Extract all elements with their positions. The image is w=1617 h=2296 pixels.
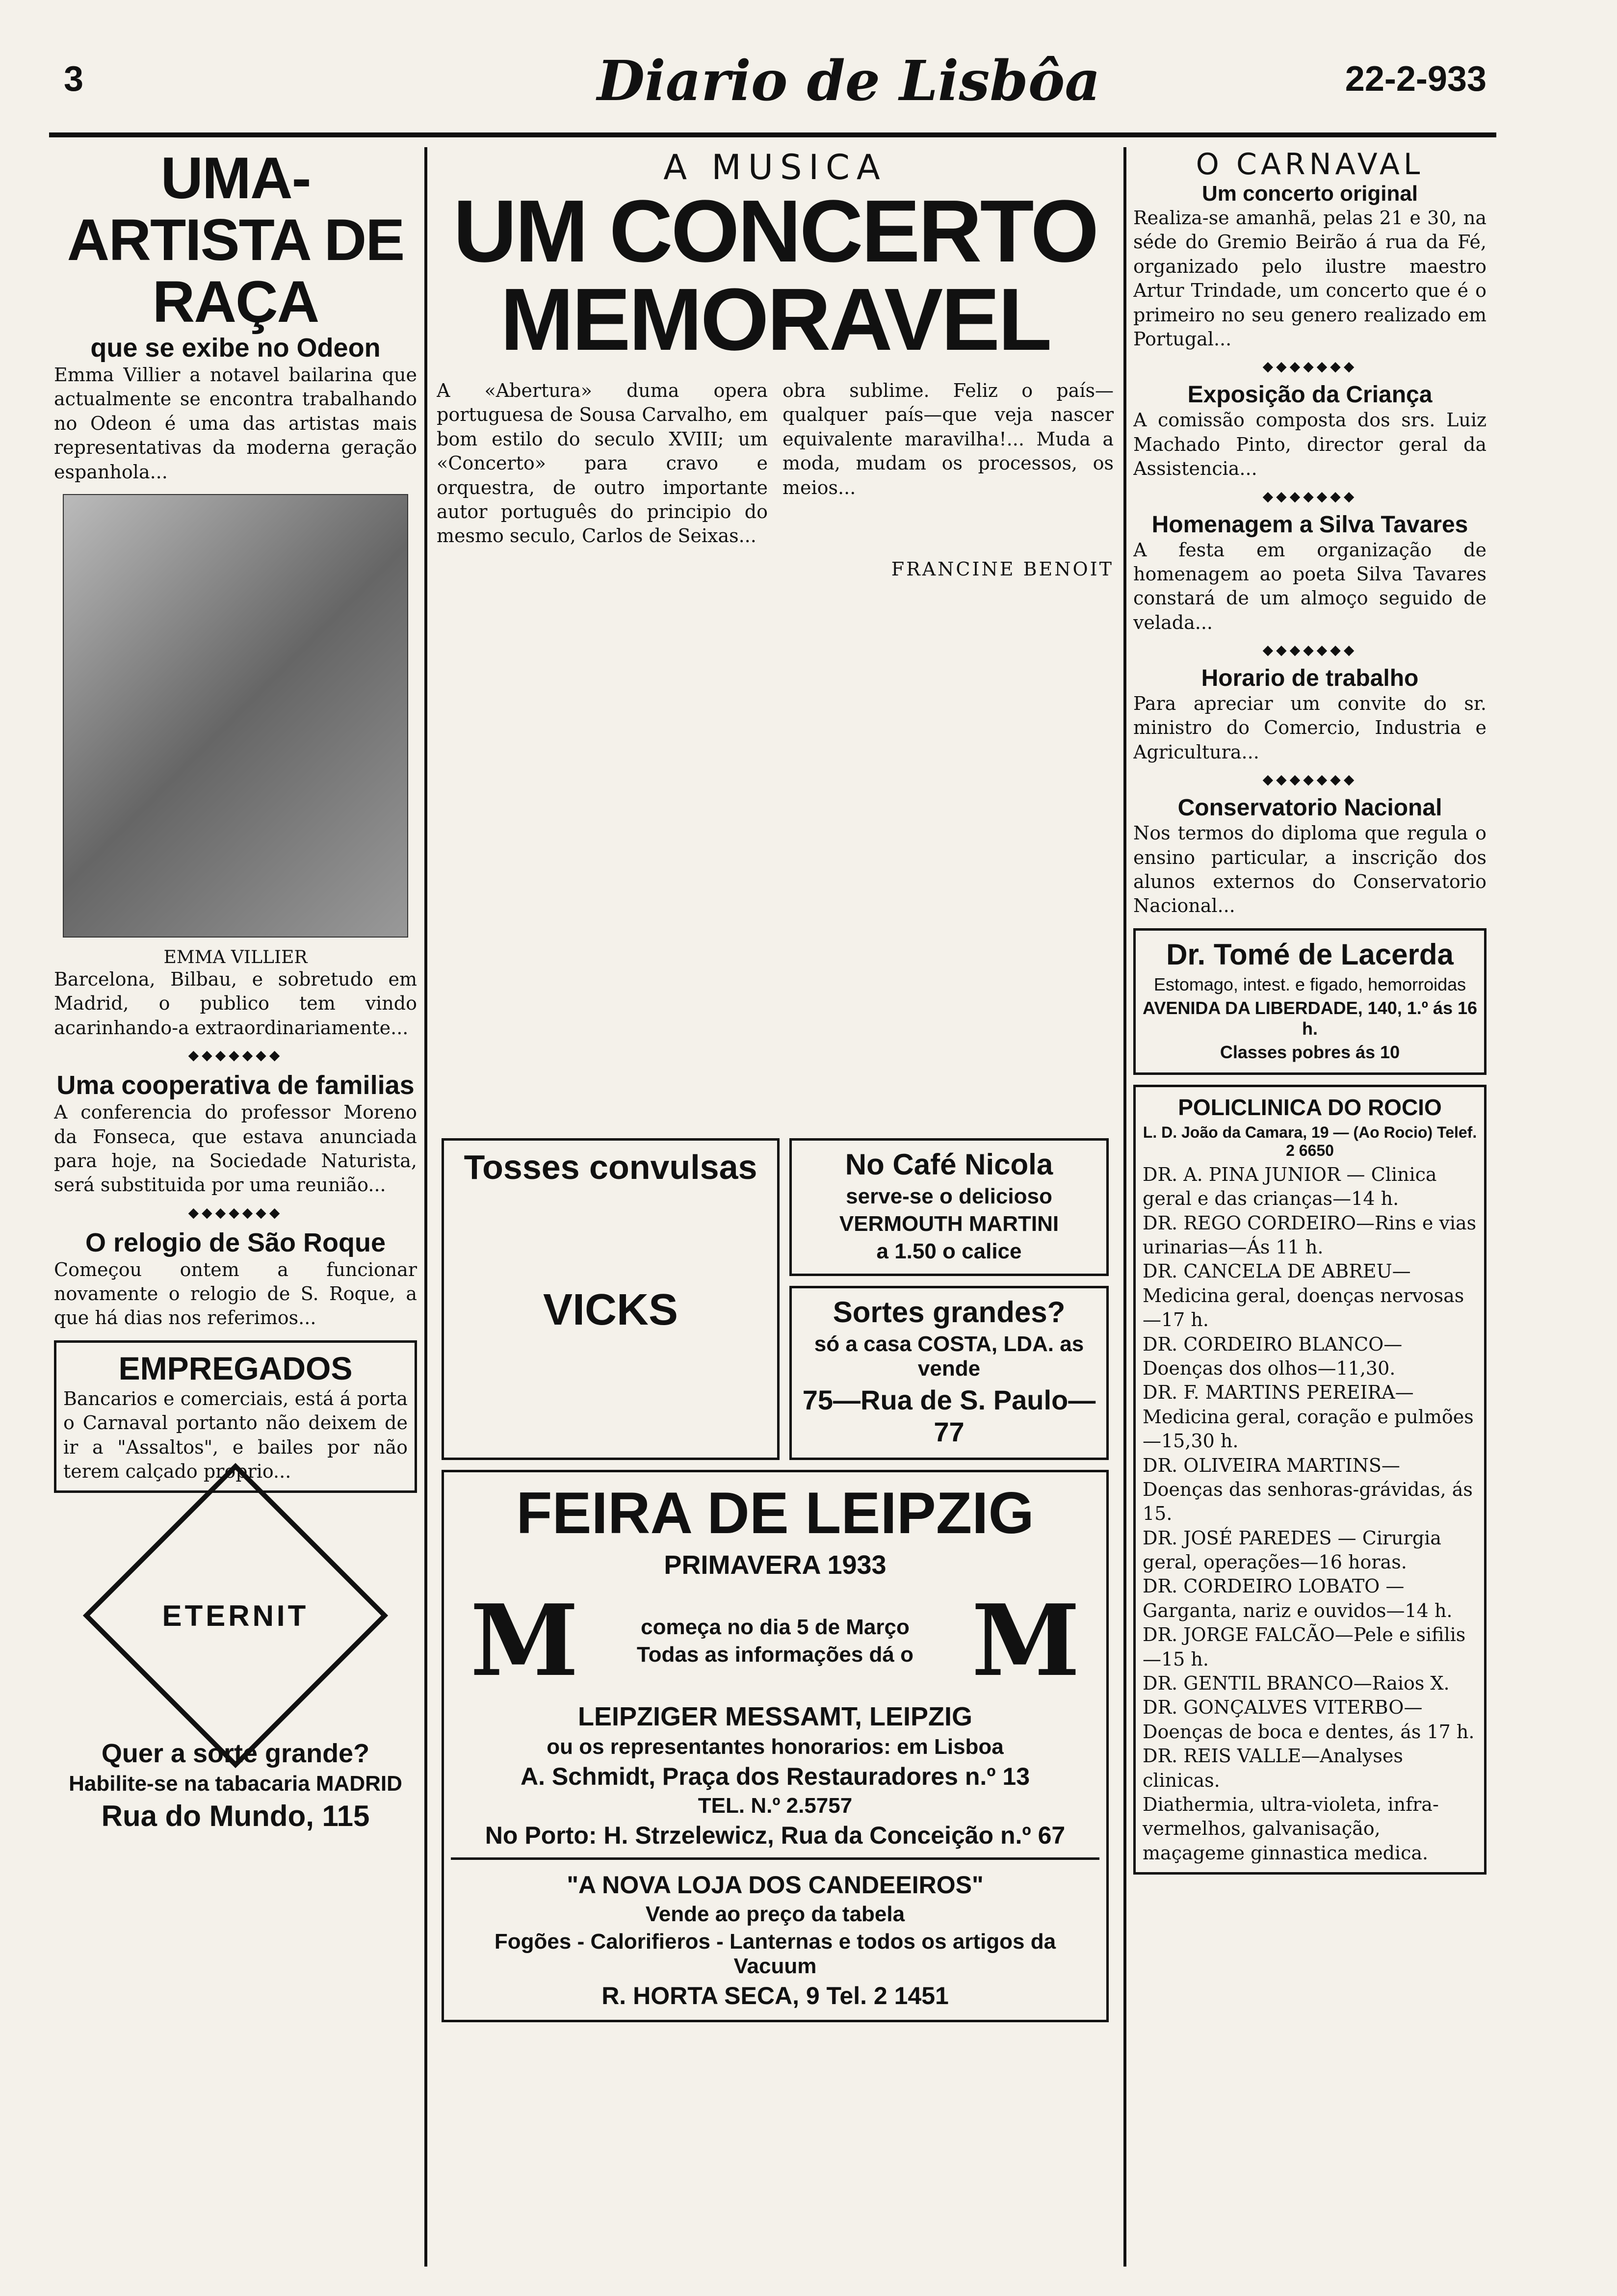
page-number: 3 <box>64 59 84 99</box>
leipzig-m-logo: M <box>470 1583 579 1698</box>
empregados-text: Bancarios e comerciais, está á porta o Carnaval portanto não deixem de ir a "Assaltos", e bailes por não terem calçado proprio... <box>63 1387 408 1483</box>
list-item: DR. OLIVEIRA MARTINS—Doenças das senhoras-grávidas, ás 15. <box>1143 1454 1473 1525</box>
policlinica-ad: POLICLINICA DO ROCIO L. D. João da Camara, 19 — (Ao Rocio) Telef. 2 6650 DR. A. PINA JUNIOR — Clinica geral e das crianças—14 h. DR. REGO CORDEIRO—Rins e vias urinarias—Ás 11 h. DR. CANCELA DE ABREU—Medicina geral, doenças nervosas—17 h. DR. CORDEIRO BLANCO—Doenças dos olhos—11,30. DR. F. MARTINS PEREIRA—Medicina geral, coração e pulmões—15,30 h. DR. OLIVEIRA MARTINS—Doenças das senhoras-grávidas, ás 15. DR. JOSÉ PAREDES — Cirurgia geral, operações—16 horas. DR. CORDEIRO LOBATO — Garganta, nariz e ouvidos—14 h. DR. JORGE FALCÃO—Pele e sifilis—15 h. DR. GENTIL BRANCO—Raios X. DR. GONÇALVES VITERBO—Doenças de boca e dentes, ás 17 h. DR. REIS VALLE—Analyses clinicas. Diathermia, ultra-violeta, infra-vermelhos, galvanisação, maçageme ginnastica medica. <box>1133 1085 1487 1875</box>
list-item: DR. GONÇALVES VITERBO—Doenças de boca e dentes, ás 17 h. <box>1143 1696 1475 1743</box>
header-rule <box>49 132 1496 137</box>
sorte-line3: Rua do Mundo, 115 <box>101 1800 370 1833</box>
list-item: DR. A. PINA JUNIOR — Clinica geral e das crianças—14 h. <box>1143 1163 1437 1210</box>
homenagem-text: A festa em organização de homenagem ao poeta Silva Tavares constará de um almoço seguido de velada... <box>1133 539 1487 633</box>
list-item: DR. CANCELA DE ABREU—Medicina geral, doenças nervosas—17 h. <box>1143 1260 1464 1331</box>
main-headline: UM CONCERTO MEMORAVEL <box>453 182 1097 369</box>
article-headline: UMA-ARTISTA DE RAÇA <box>67 147 404 335</box>
relogio-text: Começou ontem a funcionar novamente o relogio de S. Roque, a que há dias nos referimos... <box>54 1258 417 1329</box>
section-kicker: A MUSICA <box>663 147 887 187</box>
list-item: Diathermia, ultra-violeta, infra-vermelhos, galvanisação, maçageme ginnastica medica. <box>1143 1793 1439 1864</box>
concerto-text: Realiza-se amanhã, pelas 21 e 30, na séde do Gremio Beirão á rua da Fé, organizado pelo ilustre maestro Artur Trindade, um concerto que é o primeiro no seu genero realizado em Portugal... <box>1133 207 1487 350</box>
horario-headline: Horario de trabalho <box>1201 665 1419 692</box>
vicks-ad: Tosses convulsas VICKS <box>442 1138 780 1460</box>
coop-headline: Uma cooperativa de familias <box>56 1070 415 1100</box>
doctor-list <box>1143 1163 1477 1865</box>
list-item: DR. CORDEIRO BLANCO—Doenças dos olhos—11,30. <box>1143 1333 1403 1379</box>
horario-text: Para apreciar um convite do sr. ministro do Comercio, Industria e Agricultura... <box>1133 693 1487 763</box>
portrait-photo <box>63 494 408 938</box>
ads-area <box>442 1138 1109 2267</box>
relogio-headline: O relogio de São Roque <box>85 1227 386 1257</box>
masthead: Diario de Lisbôa <box>597 49 1100 113</box>
nicola-ad: No Café Nicola serve-se o delicioso VERMOUTH MARTINI a 1.50 o calice <box>789 1138 1109 1276</box>
list-item: DR. F. MARTINS PEREIRA—Medicina geral, coração e pulmões—15,30 h. <box>1143 1382 1474 1452</box>
article-body: Barcelona, Bilbau, e sobretudo em Madrid, o publico tem vindo acarinhando-a extraordinariamente... <box>54 968 417 1039</box>
leipzig-m-logo: M <box>971 1583 1080 1698</box>
article-intro: Emma Villier a notavel bailarina que actualmente se encontra trabalhando no Odeon é uma das artistas mais representativas da moderna geração espanhola... <box>54 364 417 483</box>
concerto-headline: Um concerto original <box>1201 182 1418 206</box>
separator: ◆◆◆◆◆◆◆ <box>1262 488 1357 504</box>
byline: FRANCINE BENOIT <box>891 558 1114 580</box>
center-column <box>437 147 1114 1217</box>
exposicao-headline: Exposição da Criança <box>1187 382 1433 408</box>
column-divider <box>1123 147 1126 2267</box>
list-item: DR. REIS VALLE—Analyses clinicas. <box>1143 1745 1403 1791</box>
exposicao-text: A comissão composta dos srs. Luiz Machado Pinto, director geral da Assistencia... <box>1133 409 1487 480</box>
right-column <box>1133 147 1487 2267</box>
separator: ◆◆◆◆◆◆◆ <box>188 1204 283 1221</box>
list-item: DR. JORGE FALCÃO—Pele e sifilis—15 h. <box>1143 1624 1466 1670</box>
separator: ◆◆◆◆◆◆◆ <box>1262 771 1357 788</box>
separator: ◆◆◆◆◆◆◆ <box>188 1047 283 1064</box>
eternit-logo: ETERNIT <box>83 1463 388 1768</box>
column-divider <box>424 147 427 2267</box>
article-subhead: que se exibe no Odeon <box>90 333 381 363</box>
sorte-line2: Habilite-se na tabacaria MADRID <box>69 1772 402 1796</box>
leipzig-ad: FEIRA DE LEIPZIG PRIMAVERA 1933 M começa no dia 5 de Março Todas as informações dá o M LEIPZIGER MESSAMT, LEIPZIG ou os representantes honorarios: em Lisboa A. Schmidt, Praça dos Restauradores n.º 13 TEL. N.º 2.5757 No Porto: H. Strzelewicz, Rua da Conceição n.º 67 "A NOVA LOJA DOS CANDEEIROS" Vende ao preço da tabela Fogões - Calorifieros - Lanternas e todos os artigos da Vacuum R. HORTA SECA, 9 Tel. 2 1451 <box>442 1470 1109 2022</box>
conservatorio-headline: Conservatorio Nacional <box>1177 795 1442 821</box>
list-item: DR. CORDEIRO LOBATO — Garganta, nariz e ouvidos—14 h. <box>1143 1575 1453 1621</box>
costa-ad: Sortes grandes? só a casa COSTA, LDA. as vende 75—Rua de S. Paulo—77 <box>789 1286 1109 1460</box>
list-item: DR. REGO CORDEIRO—Rins e vias urinarias—Ás 11 h. <box>1143 1212 1477 1258</box>
separator: ◆◆◆◆◆◆◆ <box>1262 642 1357 658</box>
conservatorio-text: Nos termos do diploma que regula o ensino particular, a inscrição dos alunos externos do Conservatorio Nacional... <box>1133 822 1487 917</box>
list-item: DR. JOSÉ PAREDES — Cirurgia geral, operações—16 horas. <box>1143 1527 1441 1573</box>
sorte-line1: Quer a sorte grande? <box>101 1739 370 1769</box>
article-body-col1: A «Abertura» duma opera portuguesa de Sousa Carvalho, em bom estilo do seculo XVIII; um «Concerto» para cravo e orquestra, de outro importante autor português do principio do mesmo seculo, Carlos de Seixas... <box>437 380 768 547</box>
homenagem-headline: Homenagem a Silva Tavares <box>1151 511 1468 538</box>
photo-caption: EMMA VILLIER <box>163 947 308 967</box>
empregados-headline: EMPREGADOS <box>118 1350 353 1386</box>
page-header <box>64 39 1487 132</box>
coop-text: A conferencia do professor Moreno da Fonseca, que estava anunciada para hoje, na Sociedade Naturista, será substituida por uma reunião... <box>54 1101 417 1196</box>
article-body-col2: obra sublime. Feliz o país—qualquer país—que veja nascer equivalente maravilha!... Muda a moda, mudam os processos, os meios... <box>782 380 1114 498</box>
list-item: DR. GENTIL BRANCO—Raios X. <box>1143 1672 1450 1695</box>
tome-ad: Dr. Tomé de Lacerda Estomago, intest. e figado, hemorroidas AVENIDA DA LIBERDADE, 140, 1.º ás 16 h. Classes pobres ás 10 <box>1133 928 1487 1075</box>
section-kicker: O CARNAVAL <box>1196 147 1424 182</box>
separator: ◆◆◆◆◆◆◆ <box>1262 358 1357 375</box>
issue-date: 22-2-933 <box>1345 59 1487 99</box>
left-column <box>54 147 417 2267</box>
